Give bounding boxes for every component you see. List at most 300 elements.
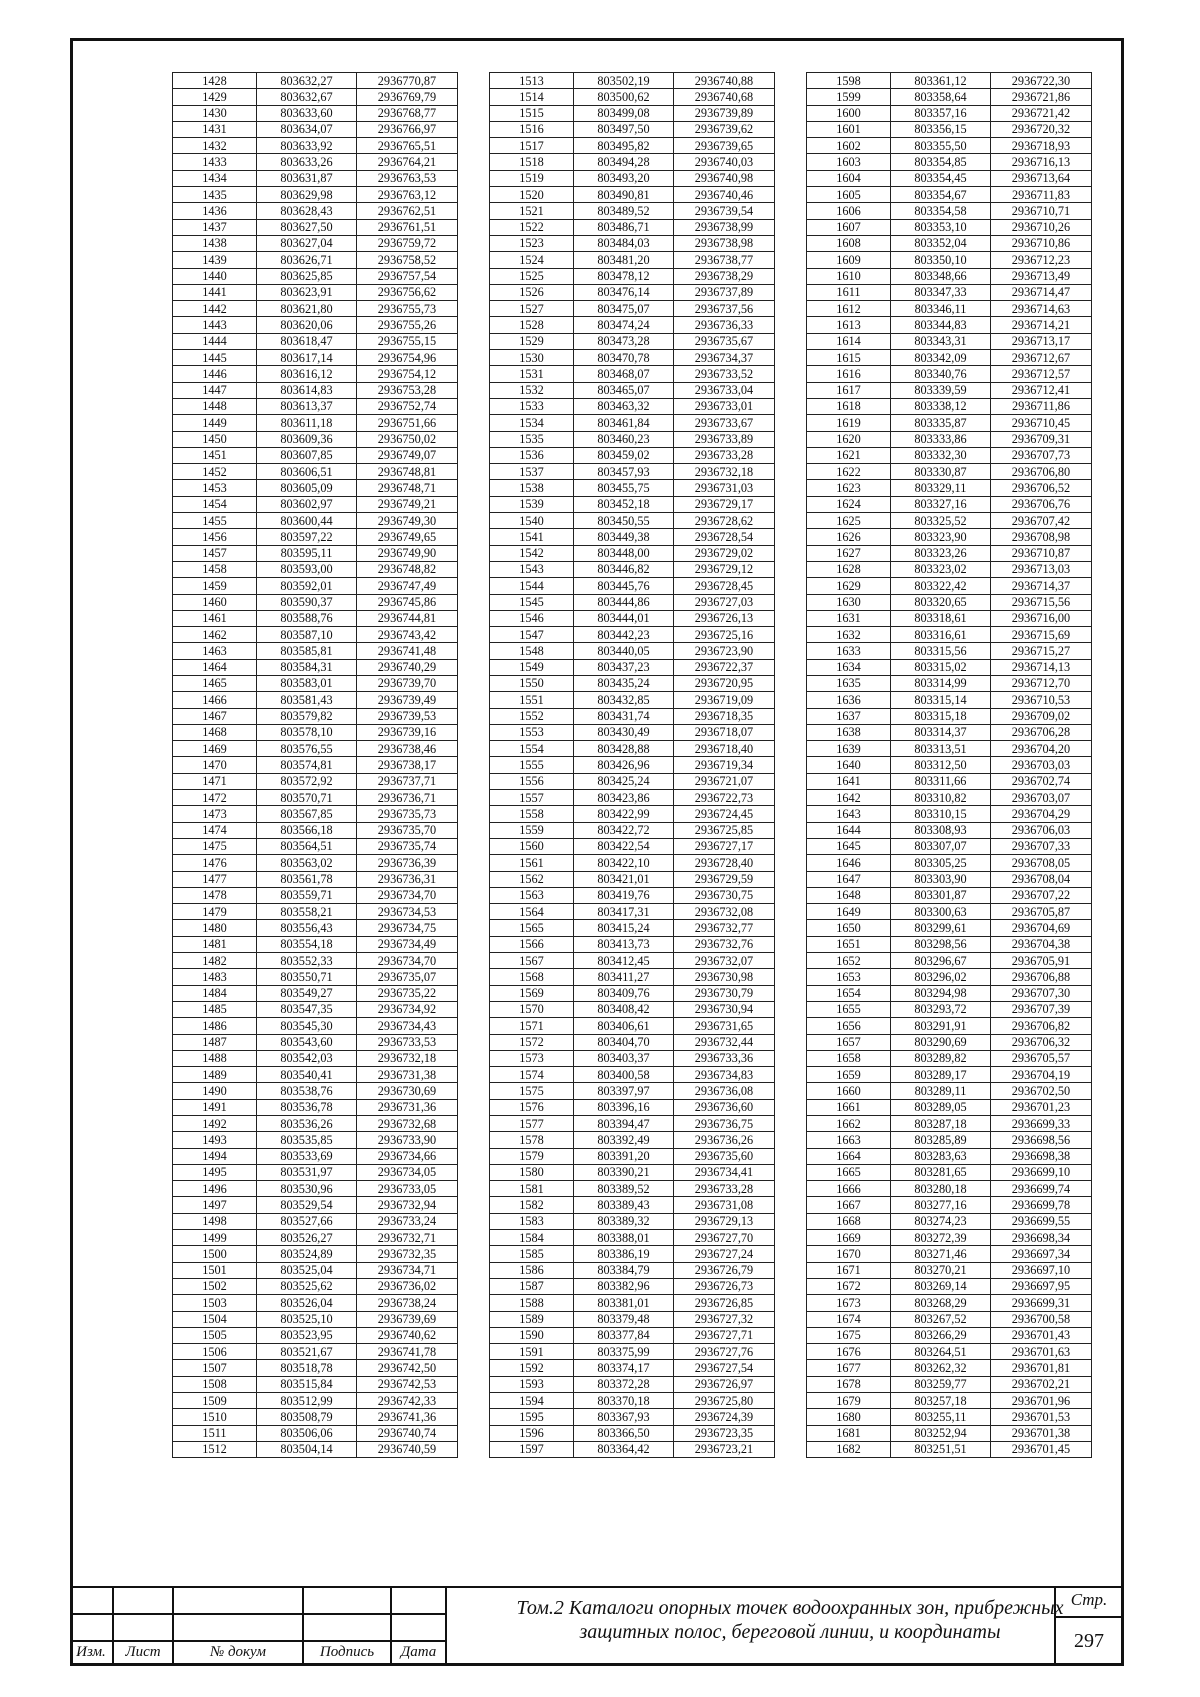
point-number: 1588	[490, 1295, 574, 1311]
coordinate-x: 803506,06	[257, 1425, 357, 1441]
coordinate-y: 2936714,47	[991, 284, 1092, 300]
table-row	[490, 284, 775, 300]
coordinate-y: 2936707,30	[991, 985, 1092, 1001]
coordinate-x: 803626,71	[257, 252, 357, 268]
coordinate-x: 803384,79	[574, 1262, 674, 1278]
point-number: 1493	[173, 1132, 257, 1148]
coordinate-y: 2936704,19	[991, 1067, 1092, 1083]
point-number: 1634	[807, 659, 891, 675]
coordinate-x: 803515,84	[257, 1376, 357, 1392]
table-row	[490, 953, 775, 969]
coordinate-y: 2936727,76	[674, 1344, 775, 1360]
coordinate-x: 803617,14	[257, 350, 357, 366]
coordinate-x: 803289,82	[891, 1050, 991, 1066]
table-row	[173, 1034, 458, 1050]
coordinate-x: 803291,91	[891, 1018, 991, 1034]
coordinate-y: 2936734,05	[357, 1164, 458, 1180]
coordinate-x: 803525,62	[257, 1278, 357, 1294]
coordinate-y: 2936733,67	[674, 415, 775, 431]
point-number: 1527	[490, 301, 574, 317]
point-number: 1611	[807, 284, 891, 300]
coordinate-x: 803570,71	[257, 790, 357, 806]
coordinate-x: 803381,01	[574, 1295, 674, 1311]
coordinate-x: 803500,62	[574, 89, 674, 105]
coordinate-x: 803350,10	[891, 252, 991, 268]
coordinate-x: 803474,24	[574, 317, 674, 333]
coordinate-x: 803561,78	[257, 871, 357, 887]
point-number: 1546	[490, 610, 574, 626]
coordinate-y: 2936740,68	[674, 89, 775, 105]
point-number: 1558	[490, 806, 574, 822]
table-row	[490, 838, 775, 854]
point-number: 1676	[807, 1344, 891, 1360]
point-number: 1465	[173, 675, 257, 691]
coordinate-x: 803449,38	[574, 529, 674, 545]
point-number: 1513	[490, 73, 574, 89]
coordinate-y: 2936770,87	[357, 73, 458, 89]
point-number: 1569	[490, 985, 574, 1001]
coordinate-y: 2936701,63	[991, 1344, 1092, 1360]
coordinate-x: 803423,86	[574, 790, 674, 806]
point-number: 1644	[807, 822, 891, 838]
coordinate-y: 2936732,94	[357, 1197, 458, 1213]
coordinate-y: 2936718,35	[674, 708, 775, 724]
coordinate-y: 2936724,45	[674, 806, 775, 822]
coordinate-y: 2936735,73	[357, 806, 458, 822]
coordinate-y: 2936756,62	[357, 284, 458, 300]
coordinate-x: 803576,55	[257, 741, 357, 757]
coordinates-table-left	[172, 72, 458, 1458]
coordinate-y: 2936741,48	[357, 643, 458, 659]
coordinate-x: 803613,37	[257, 398, 357, 414]
point-number: 1627	[807, 545, 891, 561]
coordinate-x: 803356,15	[891, 121, 991, 137]
point-number: 1610	[807, 268, 891, 284]
table-row	[490, 561, 775, 577]
table-row	[807, 284, 1092, 300]
table-row	[490, 904, 775, 920]
coordinate-y: 2936733,53	[357, 1034, 458, 1050]
coordinate-x: 803397,97	[574, 1083, 674, 1099]
coordinate-x: 803475,07	[574, 301, 674, 317]
point-number: 1592	[490, 1360, 574, 1376]
table-row	[807, 1034, 1092, 1050]
point-number: 1652	[807, 953, 891, 969]
coordinate-y: 2936734,53	[357, 904, 458, 920]
coordinate-y: 2936732,77	[674, 920, 775, 936]
point-number: 1662	[807, 1116, 891, 1132]
point-number: 1661	[807, 1099, 891, 1115]
coordinate-y: 2936739,89	[674, 105, 775, 121]
coordinate-y: 2936706,32	[991, 1034, 1092, 1050]
coordinate-y: 2936727,54	[674, 1360, 775, 1376]
point-number: 1574	[490, 1067, 574, 1083]
coordinate-y: 2936732,44	[674, 1034, 775, 1050]
coordinate-x: 803470,78	[574, 350, 674, 366]
coordinate-x: 803526,27	[257, 1230, 357, 1246]
point-number: 1447	[173, 382, 257, 398]
coordinate-y: 2936713,64	[991, 170, 1092, 186]
table-row	[807, 1360, 1092, 1376]
table-row	[490, 741, 775, 757]
point-number: 1446	[173, 366, 257, 382]
coordinate-x: 803354,85	[891, 154, 991, 170]
coordinate-y: 2936729,17	[674, 496, 775, 512]
point-number: 1471	[173, 773, 257, 789]
coordinate-x: 803370,18	[574, 1393, 674, 1409]
coordinate-y: 2936761,51	[357, 219, 458, 235]
coordinate-x: 803308,93	[891, 822, 991, 838]
point-number: 1478	[173, 887, 257, 903]
coordinate-x: 803329,11	[891, 480, 991, 496]
table-row	[807, 203, 1092, 219]
coordinate-y: 2936720,95	[674, 675, 775, 691]
point-number: 1628	[807, 561, 891, 577]
table-row	[173, 1311, 458, 1327]
coordinate-x: 803499,08	[574, 105, 674, 121]
coordinate-x: 803493,20	[574, 170, 674, 186]
coordinate-y: 2936753,28	[357, 382, 458, 398]
coordinate-x: 803287,18	[891, 1116, 991, 1132]
coordinate-y: 2936735,60	[674, 1148, 775, 1164]
coordinate-x: 803632,67	[257, 89, 357, 105]
coordinate-x: 803446,82	[574, 561, 674, 577]
table-row	[807, 1311, 1092, 1327]
coordinate-x: 803452,18	[574, 496, 674, 512]
coordinate-x: 803525,04	[257, 1262, 357, 1278]
coordinate-y: 2936744,81	[357, 610, 458, 626]
coordinate-y: 2936734,75	[357, 920, 458, 936]
table-row	[173, 1376, 458, 1392]
coordinate-x: 803301,87	[891, 887, 991, 903]
coordinate-x: 803330,87	[891, 464, 991, 480]
table-row	[173, 1278, 458, 1294]
coordinate-x: 803543,60	[257, 1034, 357, 1050]
coordinate-x: 803567,85	[257, 806, 357, 822]
point-number: 1612	[807, 301, 891, 317]
point-number: 1542	[490, 545, 574, 561]
coordinate-x: 803280,18	[891, 1181, 991, 1197]
coordinate-y: 2936699,10	[991, 1164, 1092, 1180]
point-number: 1680	[807, 1409, 891, 1425]
coordinate-y: 2936702,74	[991, 773, 1092, 789]
table-row	[807, 513, 1092, 529]
coordinate-y: 2936722,30	[991, 73, 1092, 89]
table-row	[807, 268, 1092, 284]
point-number: 1433	[173, 154, 257, 170]
point-number: 1622	[807, 464, 891, 480]
coordinate-y: 2936732,18	[674, 464, 775, 480]
coordinate-y: 2936727,03	[674, 594, 775, 610]
coordinate-y: 2936719,09	[674, 692, 775, 708]
table-row	[807, 1148, 1092, 1164]
table-row	[173, 284, 458, 300]
table-row	[807, 1327, 1092, 1343]
table-row	[807, 529, 1092, 545]
coordinate-y: 2936701,43	[991, 1327, 1092, 1343]
point-number: 1638	[807, 724, 891, 740]
point-number: 1568	[490, 969, 574, 985]
coordinate-x: 803375,99	[574, 1344, 674, 1360]
point-number: 1454	[173, 496, 257, 512]
point-number: 1653	[807, 969, 891, 985]
table-row	[807, 855, 1092, 871]
point-number: 1659	[807, 1067, 891, 1083]
coordinate-y: 2936736,26	[674, 1132, 775, 1148]
coordinate-y: 2936697,34	[991, 1246, 1092, 1262]
coordinate-y: 2936742,53	[357, 1376, 458, 1392]
coordinate-x: 803408,42	[574, 1001, 674, 1017]
coordinate-x: 803444,86	[574, 594, 674, 610]
coordinate-y: 2936738,77	[674, 252, 775, 268]
point-number: 1596	[490, 1425, 574, 1441]
point-number: 1666	[807, 1181, 891, 1197]
coordinate-y: 2936765,51	[357, 138, 458, 154]
point-number: 1461	[173, 610, 257, 626]
coordinate-x: 803390,21	[574, 1164, 674, 1180]
point-number: 1562	[490, 871, 574, 887]
coordinate-y: 2936734,49	[357, 936, 458, 952]
coordinate-y: 2936735,67	[674, 333, 775, 349]
coordinate-y: 2936706,28	[991, 724, 1092, 740]
table-row	[807, 953, 1092, 969]
coordinate-x: 803450,55	[574, 513, 674, 529]
point-number: 1523	[490, 235, 574, 251]
point-number: 1429	[173, 89, 257, 105]
coordinate-x: 803495,82	[574, 138, 674, 154]
coordinate-x: 803347,33	[891, 284, 991, 300]
coordinate-y: 2936739,54	[674, 203, 775, 219]
table-row	[807, 252, 1092, 268]
table-row	[490, 187, 775, 203]
title-block	[70, 1586, 1124, 1666]
coordinate-y: 2936749,30	[357, 513, 458, 529]
coordinate-x: 803593,00	[257, 561, 357, 577]
point-number: 1436	[173, 203, 257, 219]
table-row	[807, 969, 1092, 985]
coordinate-x: 803259,77	[891, 1376, 991, 1392]
coordinate-x: 803455,75	[574, 480, 674, 496]
point-number: 1577	[490, 1116, 574, 1132]
point-number: 1625	[807, 513, 891, 529]
coordinate-y: 2936715,69	[991, 627, 1092, 643]
coordinate-x: 803289,11	[891, 1083, 991, 1099]
coordinate-x: 803581,43	[257, 692, 357, 708]
table-row	[807, 545, 1092, 561]
table-row	[173, 1164, 458, 1180]
table-row	[490, 708, 775, 724]
point-number: 1633	[807, 643, 891, 659]
coordinate-x: 803530,96	[257, 1181, 357, 1197]
coordinate-y: 2936728,40	[674, 855, 775, 871]
coordinate-y: 2936734,71	[357, 1262, 458, 1278]
table-row	[490, 594, 775, 610]
coordinate-y: 2936736,75	[674, 1116, 775, 1132]
table-row	[490, 887, 775, 903]
coordinate-x: 803251,51	[891, 1441, 991, 1457]
table-row	[807, 317, 1092, 333]
coordinate-y: 2936710,87	[991, 545, 1092, 561]
coordinate-y: 2936729,59	[674, 871, 775, 887]
table-row	[173, 1197, 458, 1213]
coordinate-x: 803535,85	[257, 1132, 357, 1148]
point-number: 1620	[807, 431, 891, 447]
table-row	[173, 1425, 458, 1441]
coordinate-x: 803415,24	[574, 920, 674, 936]
point-number: 1499	[173, 1230, 257, 1246]
point-number: 1589	[490, 1311, 574, 1327]
table-row	[807, 1278, 1092, 1294]
point-number: 1428	[173, 73, 257, 89]
document-title: Том.2 Каталоги опорных точек водоохранных зон, прибрежных защитных полос, береговой линии, и координаты	[516, 1597, 1064, 1643]
point-number: 1548	[490, 643, 574, 659]
coordinate-x: 803354,58	[891, 203, 991, 219]
coordinate-y: 2936705,57	[991, 1050, 1092, 1066]
point-number: 1508	[173, 1376, 257, 1392]
point-number: 1545	[490, 594, 574, 610]
coordinate-x: 803310,15	[891, 806, 991, 822]
coordinate-x: 803431,74	[574, 708, 674, 724]
coordinate-y: 2936716,00	[991, 610, 1092, 626]
table-row	[173, 219, 458, 235]
point-number: 1674	[807, 1311, 891, 1327]
table-row	[490, 121, 775, 137]
table-row	[173, 138, 458, 154]
point-number: 1502	[173, 1278, 257, 1294]
coordinate-x: 803504,14	[257, 1441, 357, 1457]
coordinate-x: 803313,51	[891, 741, 991, 757]
point-number: 1609	[807, 252, 891, 268]
coordinate-y: 2936712,57	[991, 366, 1092, 382]
table-row	[807, 708, 1092, 724]
table-row	[490, 1083, 775, 1099]
point-number: 1437	[173, 219, 257, 235]
table-row	[173, 855, 458, 871]
table-row	[173, 561, 458, 577]
coordinate-x: 803554,18	[257, 936, 357, 952]
coordinate-x: 803584,31	[257, 659, 357, 675]
table-row	[807, 904, 1092, 920]
coordinate-x: 803353,10	[891, 219, 991, 235]
coordinate-x: 803625,85	[257, 268, 357, 284]
coordinate-y: 2936698,56	[991, 1132, 1092, 1148]
table-row	[490, 1409, 775, 1425]
point-number: 1483	[173, 969, 257, 985]
coordinate-x: 803361,12	[891, 73, 991, 89]
table-row	[490, 154, 775, 170]
point-number: 1665	[807, 1164, 891, 1180]
table-row	[173, 317, 458, 333]
coordinate-y: 2936697,95	[991, 1278, 1092, 1294]
coordinate-y: 2936738,24	[357, 1295, 458, 1311]
point-number: 1535	[490, 431, 574, 447]
coordinate-x: 803332,30	[891, 447, 991, 463]
point-number: 1492	[173, 1116, 257, 1132]
coordinate-x: 803293,72	[891, 1001, 991, 1017]
coordinate-x: 803422,10	[574, 855, 674, 871]
table-row	[490, 1360, 775, 1376]
coordinate-y: 2936751,66	[357, 415, 458, 431]
point-number: 1497	[173, 1197, 257, 1213]
coordinate-x: 803502,19	[574, 73, 674, 89]
coordinate-x: 803421,01	[574, 871, 674, 887]
table-row	[490, 1164, 775, 1180]
table-row	[173, 822, 458, 838]
coordinate-y: 2936731,65	[674, 1018, 775, 1034]
point-number: 1579	[490, 1148, 574, 1164]
point-number: 1619	[807, 415, 891, 431]
coordinate-y: 2936709,31	[991, 431, 1092, 447]
coordinate-x: 803633,92	[257, 138, 357, 154]
table-row	[807, 398, 1092, 414]
coordinate-y: 2936736,71	[357, 790, 458, 806]
coordinate-y: 2936740,59	[357, 1441, 458, 1457]
coordinate-y: 2936735,70	[357, 822, 458, 838]
point-number: 1658	[807, 1050, 891, 1066]
point-number: 1635	[807, 675, 891, 691]
table-row	[173, 904, 458, 920]
point-number: 1480	[173, 920, 257, 936]
point-number: 1463	[173, 643, 257, 659]
page-label: Стр.	[1070, 1590, 1108, 1609]
point-number: 1457	[173, 545, 257, 561]
coordinate-y: 2936727,70	[674, 1230, 775, 1246]
table-row	[807, 1295, 1092, 1311]
point-number: 1486	[173, 1018, 257, 1034]
coordinate-x: 803388,01	[574, 1230, 674, 1246]
point-number: 1521	[490, 203, 574, 219]
coordinate-x: 803437,23	[574, 659, 674, 675]
point-number: 1455	[173, 513, 257, 529]
coordinate-y: 2936721,07	[674, 773, 775, 789]
coordinate-x: 803552,33	[257, 953, 357, 969]
coordinate-x: 803267,52	[891, 1311, 991, 1327]
table-row	[173, 529, 458, 545]
point-number: 1576	[490, 1099, 574, 1115]
table-row	[490, 529, 775, 545]
coordinate-y: 2936699,78	[991, 1197, 1092, 1213]
point-number: 1669	[807, 1230, 891, 1246]
coordinate-y: 2936740,88	[674, 73, 775, 89]
point-number: 1629	[807, 578, 891, 594]
point-number: 1441	[173, 284, 257, 300]
coordinate-y: 2936749,07	[357, 447, 458, 463]
coordinate-x: 803460,23	[574, 431, 674, 447]
table-row	[490, 73, 775, 89]
coordinate-y: 2936764,21	[357, 154, 458, 170]
table-row	[490, 382, 775, 398]
point-number: 1670	[807, 1246, 891, 1262]
coordinate-y: 2936733,05	[357, 1181, 458, 1197]
coordinate-y: 2936714,37	[991, 578, 1092, 594]
coordinate-x: 803335,87	[891, 415, 991, 431]
coordinate-y: 2936723,35	[674, 1425, 775, 1441]
coordinate-y: 2936701,38	[991, 1425, 1092, 1441]
coordinate-y: 2936718,40	[674, 741, 775, 757]
table-row	[173, 1001, 458, 1017]
coordinate-x: 803536,78	[257, 1099, 357, 1115]
coordinate-x: 803271,46	[891, 1246, 991, 1262]
coordinate-x: 803605,09	[257, 480, 357, 496]
point-number: 1536	[490, 447, 574, 463]
coordinate-y: 2936730,79	[674, 985, 775, 1001]
table-row	[173, 936, 458, 952]
table-row	[173, 985, 458, 1001]
coordinate-x: 803320,65	[891, 594, 991, 610]
point-number: 1655	[807, 1001, 891, 1017]
table-row	[807, 1099, 1092, 1115]
coordinate-x: 803412,45	[574, 953, 674, 969]
